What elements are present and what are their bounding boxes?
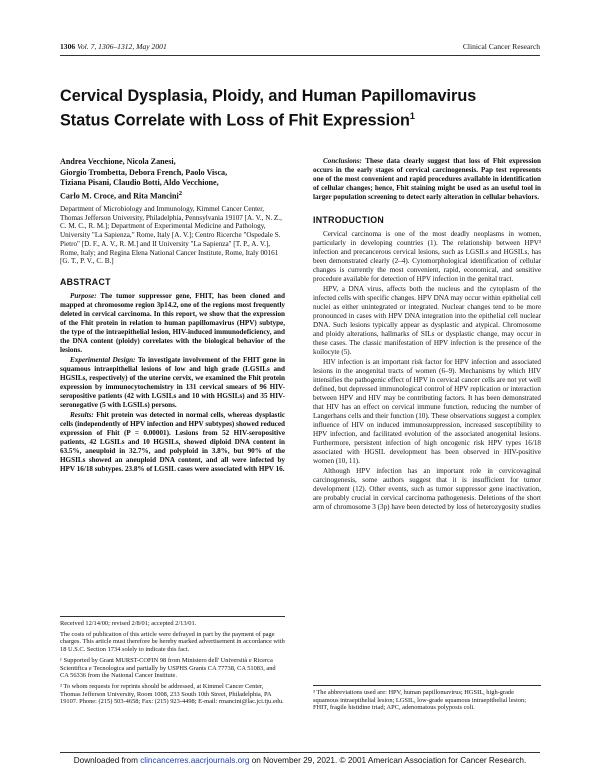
purpose-text: The tumor suppressor gene, FHIT, has been cloned and mapped at chromosome region 3p14.2, one of the regions most frequently deleted in cervical carcinoma. In this report, we show that the expression of the Fhit protein in relation to human papillomavirus (HPV) subtype, the type of the intraepithelial lesion, HIV-induced immunodeficiency, and the DNA content (ploidy) correlates with the biological behavior of the lesions.	[60, 291, 285, 354]
header-left	[60, 42, 167, 51]
footer-rule	[60, 752, 540, 753]
title-footnote-mark: 1	[409, 111, 415, 121]
journal-name: Clinical Cancer Research	[462, 42, 540, 51]
introduction-heading: INTRODUCTION	[313, 215, 385, 225]
page-number: 1306	[60, 42, 76, 51]
footnote-abbreviations	[313, 685, 541, 712]
author-line: Giorgio Trombetta, Debora French, Paolo Visca,	[60, 167, 228, 177]
conclusions-label: Conclusions:	[323, 157, 362, 165]
results-label: Results:	[70, 410, 94, 419]
abstract	[60, 278, 285, 474]
footnote-reprints: ² To whom requests for reprints should be addressed, at Kimmel Cancer Center, Thomas Jefferson University, Room 1008, 233 South 10th Street, Philadelphia, PA 19107. Phone: (215) 503-4658; Fax: (215) 923-4498; E-mail: rmancini@lac.jci.tju.edu.	[60, 682, 284, 706]
abstract-heading: ABSTRACT	[60, 276, 111, 287]
journal-link[interactable]: clincancerres.aacrjournals.org	[140, 756, 250, 765]
results-text: Fhit protein was detected in normal cells, whereas dysplastic cells (independently of HPV infection and HPV subtypes) showed reduced expression of Fhit (P = 0.00001). Lesions from 52 HIV-seropositive patients, 42 LGSILs and 10 HGSILs, showed diploid DNA content in 63.5%, aneuploid in 32.7%, and polyploid in 3.8%, but 90% of the HGSILs showed an aneuploid DNA content, and all were infected by HPV 16/18 subtypes. 23.8% of LGSIL cases were associated with HPV 16.	[60, 410, 285, 473]
footnotes-left	[60, 616, 285, 709]
purpose-label: Purpose:	[70, 291, 97, 300]
author-line: Andrea Vecchione, Nicola Zanesi,	[60, 157, 176, 166]
design-label: Experimental Design:	[70, 355, 136, 364]
author-line: Tiziana Pisani, Claudio Botti, Aldo Vecchione,	[60, 178, 219, 188]
abstract-purpose	[60, 292, 285, 355]
received-dates: Received 12/14/00; revised 2/8/01; accepted 2/13/01.	[60, 620, 197, 627]
right-column	[313, 157, 541, 513]
design-text: To investigate involvement of the FHIT gene in squamous intraepithelial lesions of low and high grade (LGSILs and HGSILs, respectively) of the uterine cervix, we examined the Fhit protein expression by immunocytochemistry in 131 cervical smears of 96 HIV-seropositive patients (42 with LGSILs and 10 with HGSILs) and 35 HIV-seronegative (5 with LGSILs) persons.	[60, 355, 285, 409]
footnote-funding: ¹ Supported by Grant MURST-COFIN 98 from Ministero dell' Università e Ricerca Scientifica e Tecnologica and partially by USPHS Grants CA 77738, CA 51083, and CA 56336 from the National Cancer Institute.	[60, 656, 276, 680]
article-title	[60, 86, 520, 130]
abbreviations-text: ³ The abbreviations used are: HPV, human papillomavirus; HGSIL, high-grade squamous intraepithelial lesion; LGSIL, low-grade squamous intraepithelial lesion; FHIT, fragile histidine triad; APC, adenomatous polyposis coli.	[313, 689, 526, 712]
abstract-design	[60, 356, 285, 410]
footer-prefix: Downloaded from	[73, 756, 138, 765]
abstract-results	[60, 411, 285, 474]
affiliations: Department of Microbiology and Immunology, Kimmel Cancer Center, Thomas Jefferson University, Philadelphia, Pennsylvania 19107 [A. V., N. Z., C. M. C., R. M.]; Department of Experimental Medicine and Pathology, University "La Sapienza," Rome, Italy [A. V.]; Centro Ricerche "Ospedale S. Pietro" [D. F., A. V., R. M.] and II University "La Sapienza" [T. P., A. V.], Rome, Italy; and Regina Elena National Cancer Institute, Rome, Italy 00161 [G. T., P. V., C. B.]	[60, 205, 282, 266]
intro-paragraph: HIV infection is an important risk factor for HPV infection and associated lesions in the anogenital tracts of women (6–9). Mechanisms by which HIV intensifies the pathogenic effect of HPV in cervical cancer cells are not yet well defined, but depressed immunological control of HPV replication or interaction between HPV and HIV may be contributing factors. It has been demonstrated that HIV has an effect on cervical immune function, reducing the number of Langerhans cells and their function (10). These observations suggest a complex influence of HIV on induced immunosuppression, increased susceptibility to HPV infection, and facilitated evolution of the associated anogenital lesions. Furthermore, persistent infection of high oncogenic risk HPV types 16/18 associated with HGSIL development has been observed in HIV-positive women (10, 11).	[313, 358, 541, 465]
author-line-text: Carlo M. Croce, and Rita Mancini	[60, 191, 179, 201]
author-list	[60, 157, 285, 202]
author-line	[60, 189, 285, 202]
publication-costs-note: The costs of publication of this article were defrayed in part by the payment of page charges. This article must therefore be hereby marked advertisement in accordance with 18 U.S.C. Section 1734 solely to indicate this fact.	[60, 630, 285, 654]
footer-suffix: on November 29, 2021. © 2001 American Association for Cancer Research.	[251, 756, 527, 765]
abstract-conclusions	[313, 157, 541, 202]
left-column	[60, 157, 285, 475]
intro-paragraph: Cervical carcinoma is one of the most deadly neoplasms in women, particularly in developing countries (1). The relationship between HPV³ infection and precancerous cervical lesions, such as LGSILs and HGSILs, has been demonstrated clearly (2–4). Cytomorphological identification of cellular changes is currently the most convenient, rapid, economical, and sensitive procedure available for detection of HPV infection in the genital tract.	[313, 230, 541, 283]
download-footer	[60, 756, 540, 766]
intro-paragraph: HPV, a DNA virus, affects both the nucleus and the cytoplasm of the infected cells with specific changes. HPV DNA may occur within epithelial cell nuclei as either unintegrated or integrated. Nuclear changes tend to be more pronounced in cases with HPV DNA integration into the epithelial cell nuclear DNA. Such lesions typically appear as dysplastic and atypical. Chromosome and ploidy alterations, hallmarks of SILs or dysplastic change, may occur in these cases. The classic manifestation of HPV infection is the presence of the koilocyte (5).	[313, 285, 541, 356]
conclusions-text: These data clearly suggest that loss of Fhit expression occurs in the early stages of cervical carcinogenesis. Pap test represents one of the most convenient and rapid procedures available in identification of cellular changes; hence, Fhit staining might be used as an useful tool in larger population screening to detect early alteration in cellular behaviors.	[313, 157, 542, 201]
article-title-text: Cervical Dysplasia, Ploidy, and Human Papillomavirus Status Correlate with Loss of Fhit Expression	[60, 87, 477, 130]
introduction	[313, 216, 541, 512]
header-rule	[60, 55, 540, 56]
running-header	[60, 42, 540, 51]
journal-citation: Vol. 7, 1306–1312, May 2001	[77, 42, 167, 51]
intro-paragraph: Although HPV infection has an important role in cervicovaginal carcinogenesis, some authors suggest that it is insufficient for tumor development (12). Other events, such as tumor suppressor gene inactivation, are probably crucial in cervical carcinoma pathogenesis. Deletions of the short arm of chromosome 3 (3p) have been detected by loss of heterozygosity studies	[313, 467, 541, 511]
author-footnote-mark: 2	[178, 189, 183, 197]
